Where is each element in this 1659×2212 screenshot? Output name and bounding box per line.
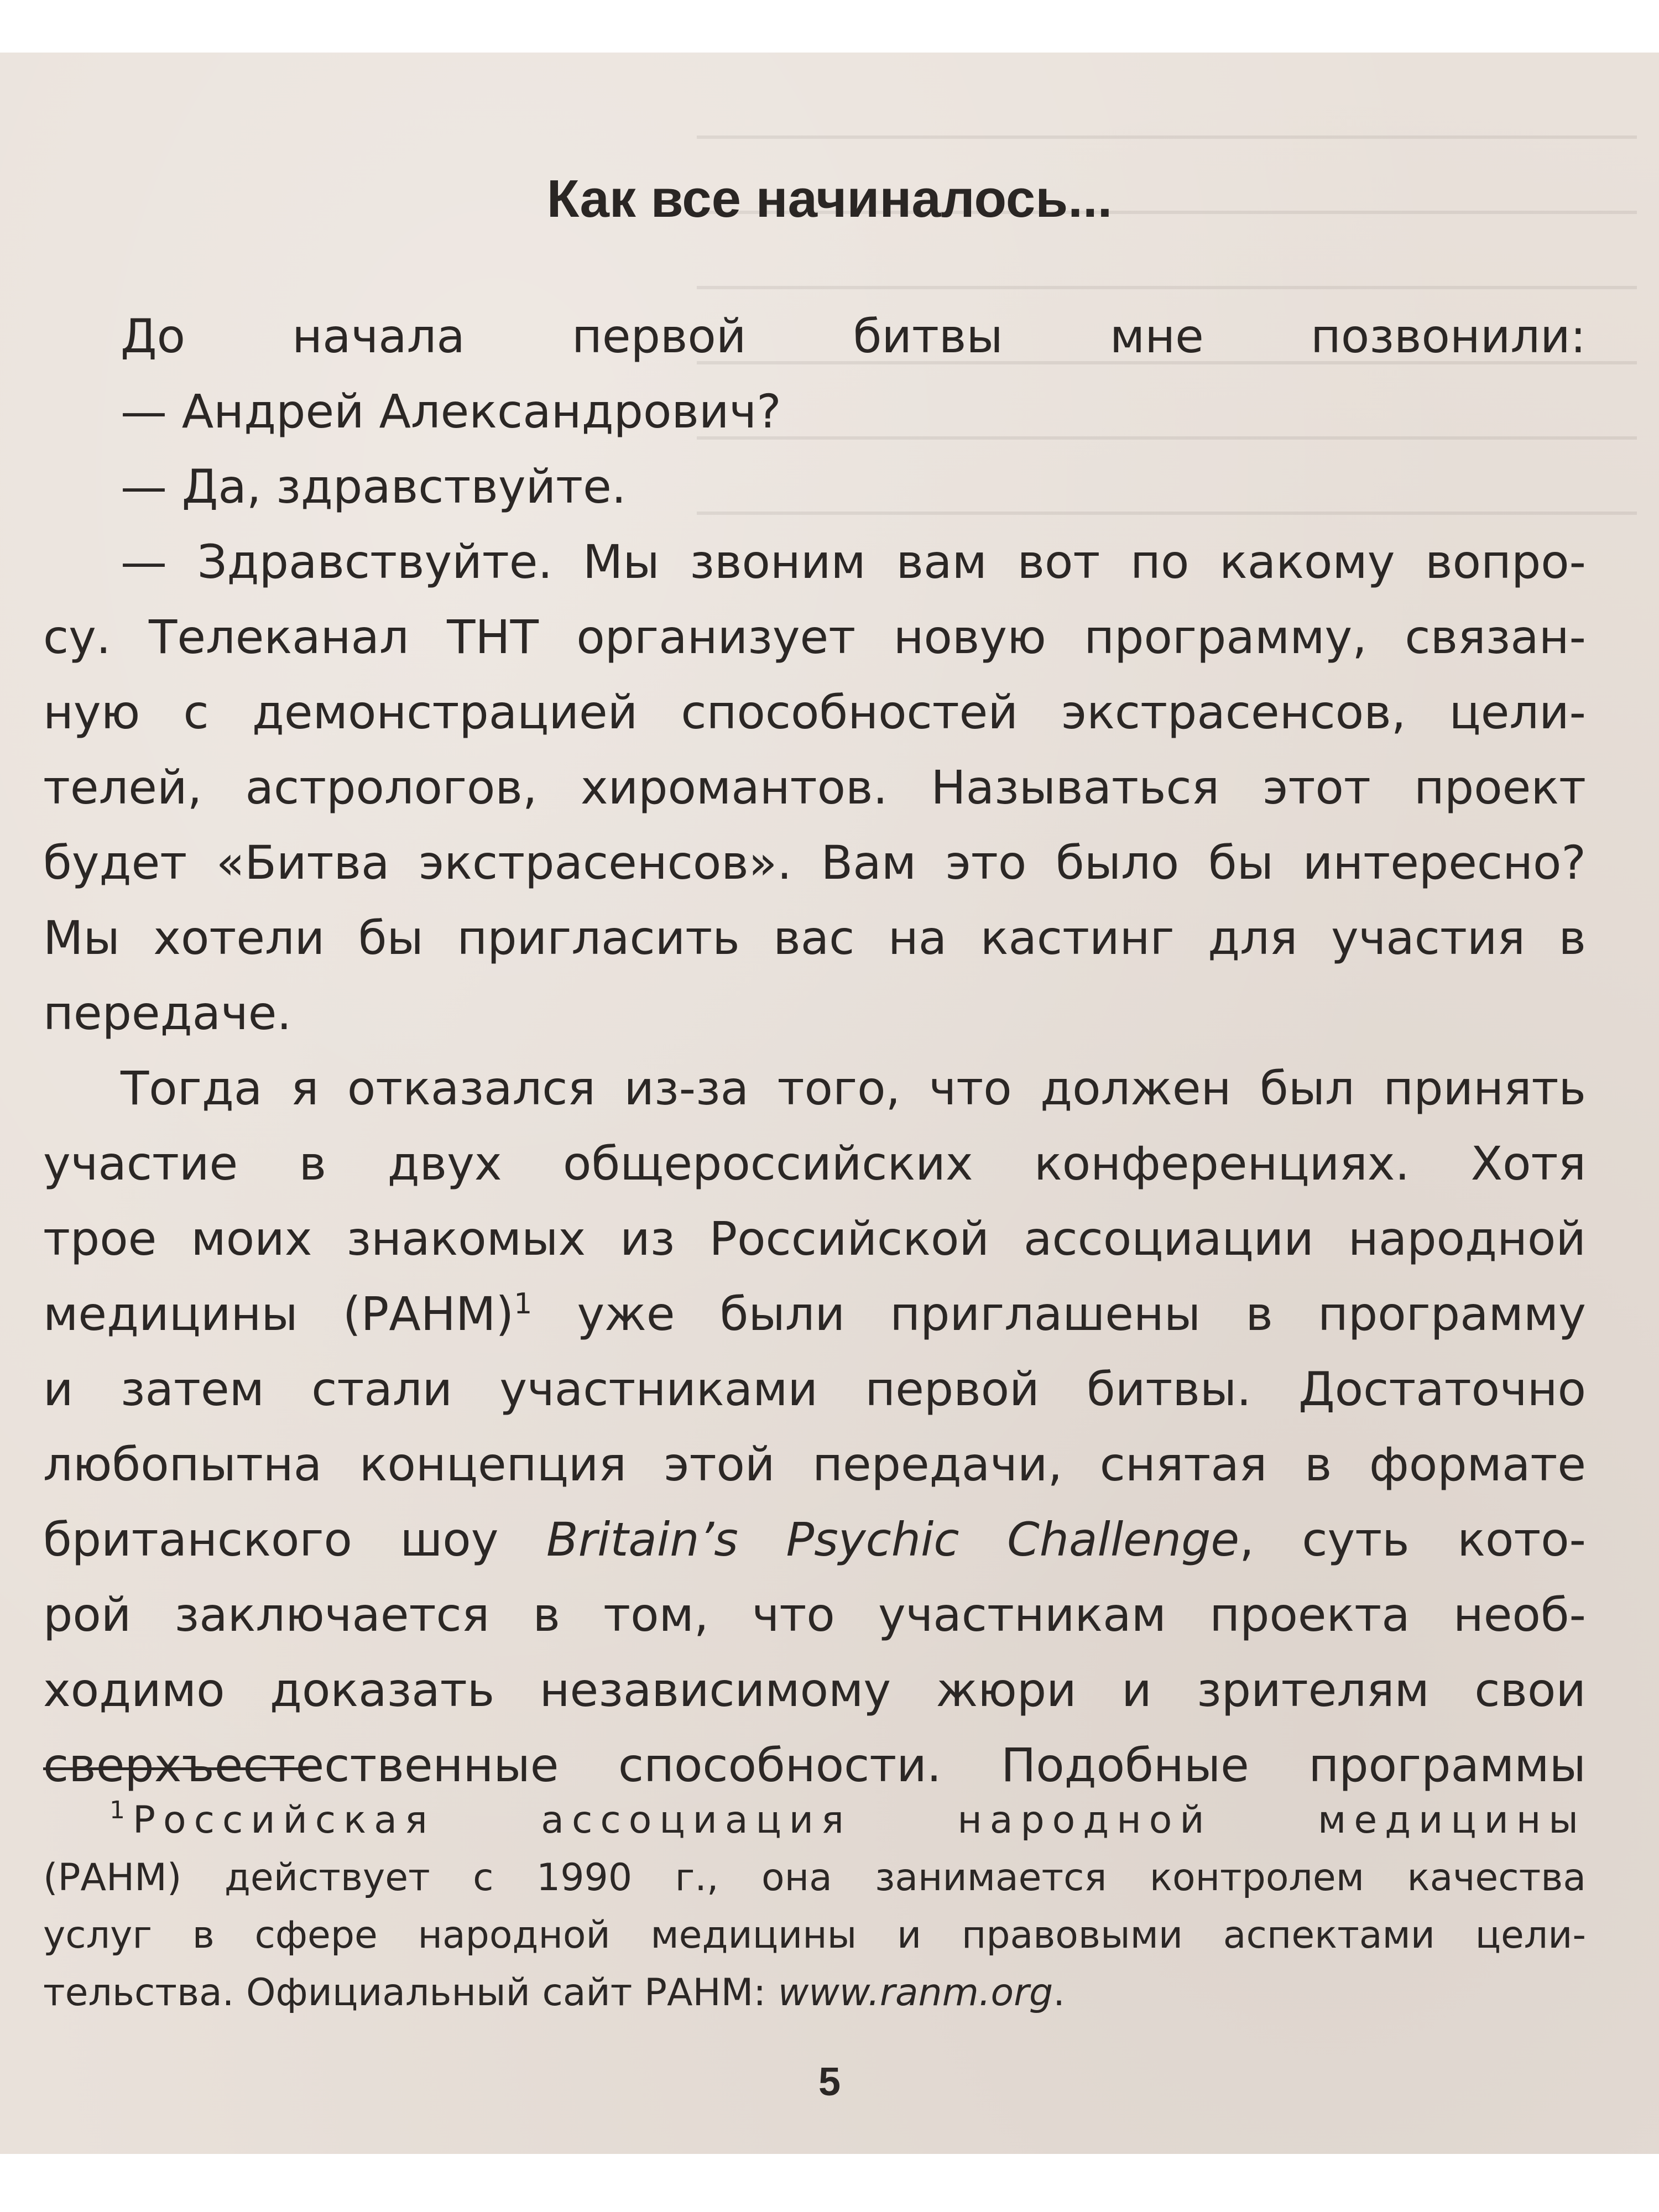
text-line: ную с демонстрацией способностей экстрасенсов, цели-	[43, 685, 1586, 739]
text-line: рой заключается в том, что участникам проекта необ-	[43, 1588, 1586, 1642]
footnote-line: (РАНМ) действует с 1990 г., она занимается контролем качества	[43, 1856, 1586, 1900]
footnote-line	[43, 1792, 1586, 1849]
text-line: телей, астрологов, хиромантов. Называться этот проект	[43, 760, 1586, 815]
text-line: Тогда я отказался из-за того, что должен был принять	[121, 1061, 1586, 1115]
text-fragment: медицины (РАНМ)	[43, 1287, 514, 1341]
text-line: сверхъестественные способности. Подобные программы	[43, 1738, 1586, 1792]
text-line: ходимо доказать независимому жюри и зрителям свои	[43, 1663, 1586, 1717]
website-link-text: www.ranm.org	[778, 1971, 1053, 2015]
text-fragment: уже были приглашены в программу	[532, 1287, 1587, 1341]
chapter-title: Как все начиналось...	[546, 169, 1113, 228]
text-line: — Андрей Александрович?	[121, 384, 781, 439]
page-number: 5	[818, 2060, 841, 2104]
text-fragment: британского шоу	[43, 1512, 546, 1567]
text-line	[43, 1276, 1586, 1352]
text-line: До начала первой битвы мне позвонили:	[121, 309, 1586, 363]
footnote	[43, 1792, 1586, 2022]
show-title-italic: Britain’s Psychic Challenge	[546, 1512, 1240, 1567]
text-line: — Да, здравствуйте.	[121, 460, 627, 514]
text-line: и затем стали участниками первой битвы. Достаточно	[43, 1362, 1586, 1416]
footnote-marker: 1	[109, 1796, 133, 1824]
text-line: — Здравствуйте. Мы звоним вам вот по какому вопро-	[121, 535, 1586, 589]
text-fragment: .	[1053, 1971, 1065, 2015]
text-line	[43, 1502, 1586, 1577]
text-line: будет «Битва экстрасенсов». Вам это было бы интересно?	[43, 836, 1586, 890]
text-line: трое моих знакомых из Российской ассоциации народной	[43, 1212, 1586, 1266]
text-line: Мы хотели бы пригласить вас на кастинг для участия в	[43, 911, 1586, 965]
text-line: участие в двух общероссийских конференциях. Хотя	[43, 1136, 1586, 1191]
footnote-reference: 1	[514, 1287, 533, 1321]
footnote-divider	[43, 1767, 309, 1770]
body-text	[43, 299, 1586, 1803]
text-line: передаче.	[43, 986, 292, 1040]
footnote-line	[43, 1964, 1586, 2022]
text-fragment: Российская ассоциация народной медицины	[133, 1798, 1586, 1842]
text-line: любопытна концепция этой передачи, снятая в формате	[43, 1437, 1586, 1491]
text-fragment: , суть кото-	[1239, 1512, 1586, 1567]
text-line: су. Телеканал ТНТ организует новую программу, связан-	[43, 610, 1586, 664]
footnote-line: услуг в сфере народной медицины и правовыми аспектами цели-	[43, 1913, 1586, 1957]
text-fragment: тельства. Официальный сайт РАНМ:	[43, 1971, 778, 2015]
